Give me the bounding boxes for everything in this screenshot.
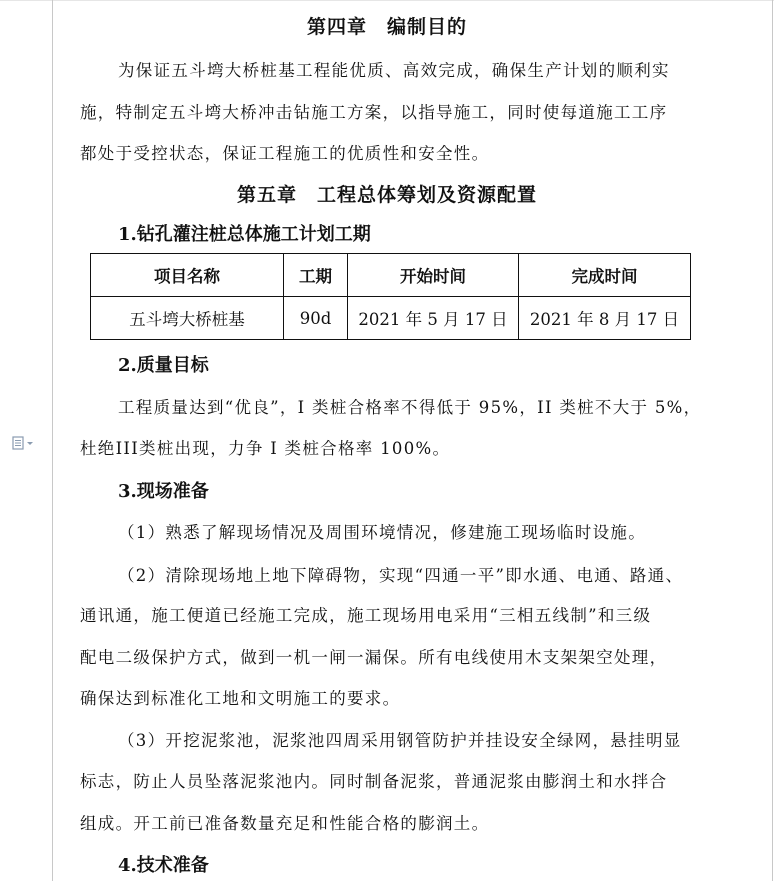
section3-item3-line-3: 组成。开工前已准备数量充足和性能合格的膨润土。 xyxy=(80,814,490,833)
paragraph-marker-icon[interactable] xyxy=(12,436,36,450)
section3-item2-line-2: 通讯通，施工便道已经施工完成，施工现场用电采用“三相五线制”和三级 xyxy=(80,606,652,625)
section1-title: 1.钻孔灌注桩总体施工计划工期 xyxy=(118,224,371,245)
chapter4-line-2: 施，特制定五斗塆大桥冲击钻施工方案，以指导施工，同时使每道施工工序 xyxy=(80,103,668,122)
section4-title: 4.技术准备 xyxy=(118,855,209,876)
page-top-edge xyxy=(0,0,774,1)
section3-item1-line-1: （1）熟悉了解现场情况及周围环境情况，修建施工现场临时设施。 xyxy=(118,523,646,542)
cell-start-time: 2021 年 5 月 17 日 xyxy=(348,297,519,340)
cell-project-name: 五斗塆大桥桩基 xyxy=(91,297,284,340)
header-duration: 工期 xyxy=(284,254,348,297)
table-header-row xyxy=(91,254,691,297)
table-row xyxy=(91,297,691,340)
section3-item3-line-1: （3）开挖泥浆池，泥浆池四周采用钢管防护并挂设安全绿网，悬挂明显 xyxy=(118,731,682,750)
chapter5-title: 第五章 工程总体筹划及资源配置 xyxy=(236,184,537,206)
chapter4-title: 第四章 编制目的 xyxy=(306,16,467,38)
left-margin-line xyxy=(52,0,53,881)
section3-item2-line-3: 配电二级保护方式，做到一机一闸一漏保。所有电线使用木支架架空处理， xyxy=(80,648,668,667)
header-finish-time: 完成时间 xyxy=(519,254,691,297)
right-margin-line xyxy=(772,0,773,881)
section2-title: 2.质量目标 xyxy=(118,355,209,376)
section3-item2-line-1: （2）清除现场地上地下障碍物，实现“四通一平”即水通、电通、路通、 xyxy=(118,566,684,585)
chapter4-line-3: 都处于受控状态，保证工程施工的优质性和安全性。 xyxy=(80,144,490,163)
section3-item3-line-2: 标志，防止人员坠落泥浆池内。同时制备泥浆，普通泥浆由膨润土和水拌合 xyxy=(80,772,668,791)
header-project-name: 项目名称 xyxy=(91,254,284,297)
cell-finish-time: 2021 年 8 月 17 日 xyxy=(519,297,691,340)
chapter4-line-1: 为保证五斗塆大桥桩基工程能优质、高效完成，确保生产计划的顺利实 xyxy=(118,61,670,80)
section2-line-1: 工程质量达到“优良”，I 类桩合格率不得低于 95%，II 类桩不大于 5%， xyxy=(118,398,702,417)
section3-item2-line-4: 确保达到标准化工地和文明施工的要求。 xyxy=(80,689,401,708)
header-start-time: 开始时间 xyxy=(348,254,519,297)
cell-duration: 90d xyxy=(284,297,348,340)
section3-title: 3.现场准备 xyxy=(118,481,209,502)
schedule-table xyxy=(90,253,691,340)
section2-line-2: 杜绝III类桩出现，力争 I 类桩合格率 100%。 xyxy=(80,439,451,458)
